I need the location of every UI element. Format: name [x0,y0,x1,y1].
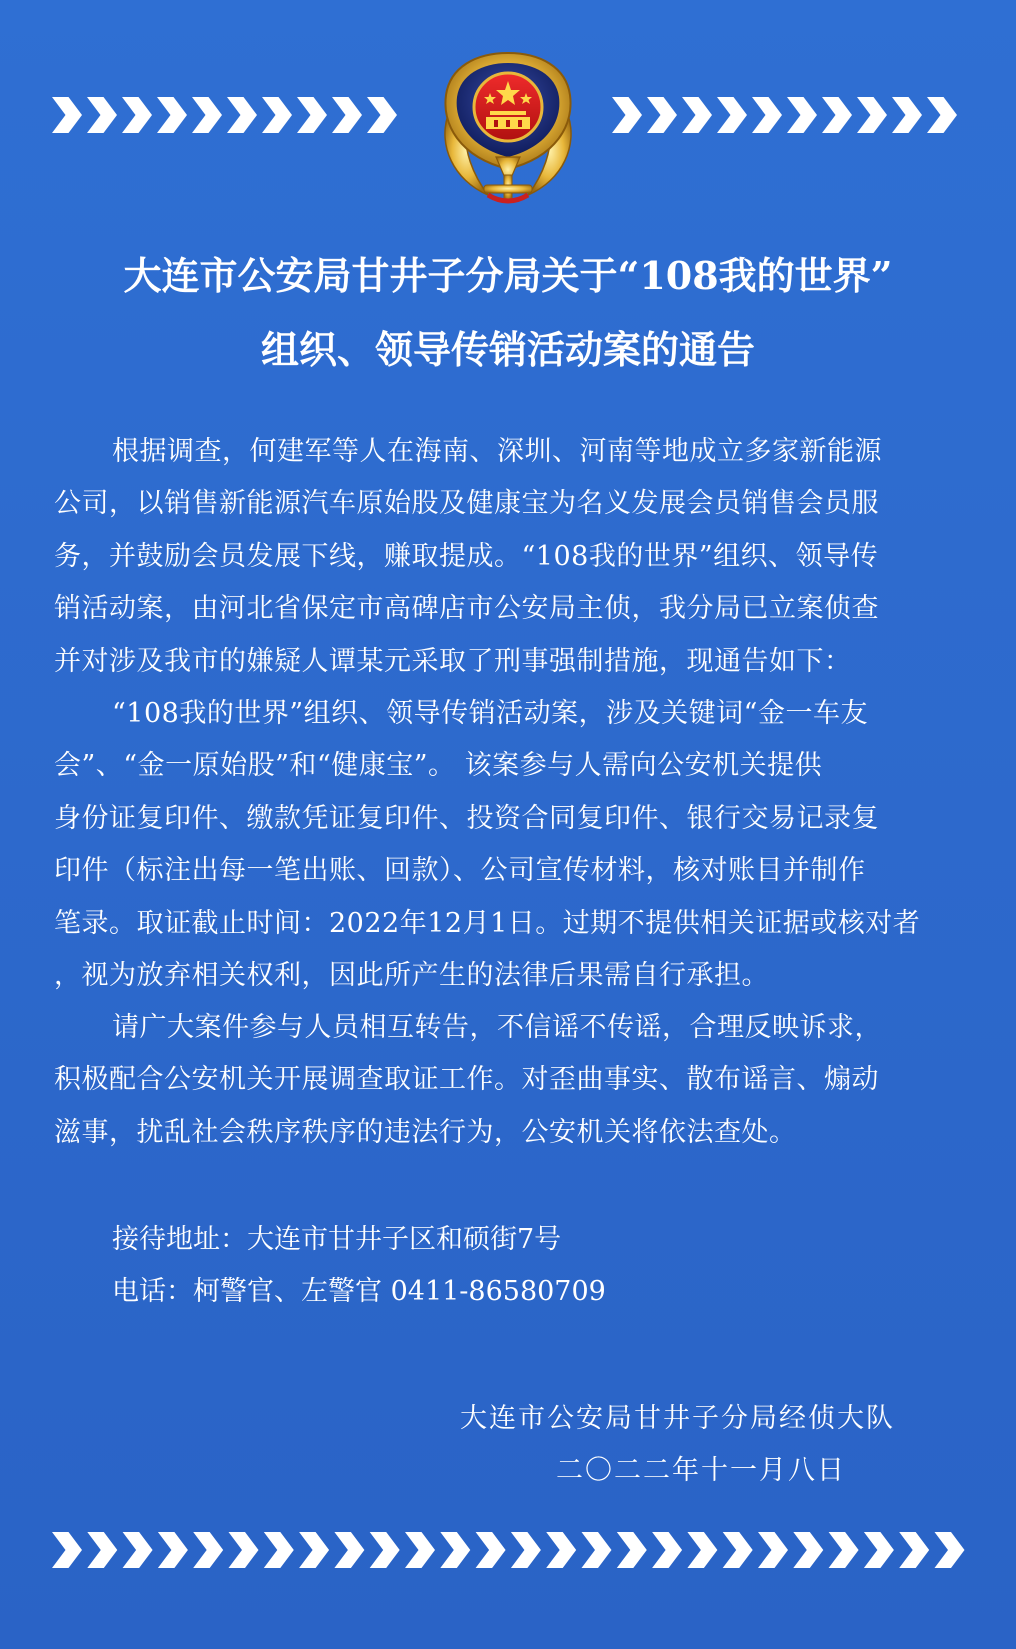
chevron-icon [546,1532,576,1568]
chevron-icon [299,1532,329,1568]
chevron-icon [122,97,152,133]
chevron-icon [723,1532,753,1568]
chevron-icon [262,97,292,133]
chevron-icon [158,1532,188,1568]
chevron-icon [87,97,117,133]
paragraph-2-line: 会”、“金一原始股”和“健康宝”。 该案参与人需向公安机关提供 [54,750,823,782]
chevron-icon [87,1532,117,1568]
chevron-icon [864,1532,894,1568]
chevron-icon [193,1532,223,1568]
bottom-chevron-arrows [52,1532,972,1568]
chevron-icon [787,97,817,133]
paragraph-1-line: 务，并鼓励会员发展下线，赚取提成。“108我的世界”组织、领导传 [54,540,879,572]
chevron-icon [123,1532,153,1568]
contact-phone: 电话：柯警官、左警官 0411-86580709 [112,1276,606,1307]
chevron-icon [822,97,852,133]
paragraph-1-line: 并对涉及我市的嫌疑人谭某元采取了刑事强制措施，现通告如下： [54,645,852,677]
paragraph-3-line: 积极配合公安机关开展调查取证工作。对歪曲事实、散布谣言、煽动 [54,1064,879,1096]
chevron-icon [758,1532,788,1568]
paragraph-1-line: 销活动案，由河北省保定市高碑店市公安局主侦，我分局已立案侦查 [54,593,879,625]
issue-date: 二〇二二年十一月八日 [556,1455,846,1486]
paragraph-2 [54,688,970,1002]
paragraph-1-line: 根据调查，何建军等人在海南、深圳、河南等地成立多家新能源 [112,436,882,467]
chevron-icon [927,97,957,133]
chevron-icon [440,1532,470,1568]
chevron-icon [264,1532,294,1568]
paragraph-3 [54,1002,970,1159]
paragraph-2-line: ，视为放弃相关权利，因此所产生的法律后果需自行承担。 [54,959,769,991]
chevron-icon [52,1532,82,1568]
chevron-icon [899,1532,929,1568]
chevron-icon [367,97,397,133]
chevron-icon [332,97,362,133]
issuing-department: 大连市公安局甘井子分局经侦大队 [460,1403,895,1434]
paragraph-3-line: 请广大案件参与人员相互转告，不信谣不传谣，合理反映诉求， [112,1012,882,1043]
chevron-icon [717,97,747,133]
police-emblem-icon [428,45,588,210]
chevron-icon [892,97,922,133]
paragraph-2-line: “108我的世界”组织、领导传销活动案，涉及关键词“金一车友 [112,698,868,729]
chevron-icon [652,1532,682,1568]
chevron-icon [612,97,642,133]
chevron-icon [935,1532,965,1568]
notice-title-line-1: 大连市公安局甘井子分局关于“108我的世界” [123,253,893,298]
chevron-icon [682,97,712,133]
paragraph-1 [54,426,970,688]
paragraph-3-line: 滋事，扰乱社会秩序秩序的违法行为，公安机关将依法查处。 [54,1116,797,1148]
chevron-icon [793,1532,823,1568]
chevron-icon [647,97,677,133]
paragraph-2-line: 印件（标注出每一笔出账、回款）、公司宣传材料，核对账目并制作 [54,855,866,887]
chevron-icon [617,1532,647,1568]
paragraph-2-line: 笔录。取证截止时间：2022年12月1日。过期不提供相关证据或核对者 [54,907,921,939]
chevron-icon [752,97,782,133]
chevron-icon [297,97,327,133]
chevron-icon [157,97,187,133]
chevron-icon [476,1532,506,1568]
chevron-icon [227,97,257,133]
chevron-icon [370,1532,400,1568]
chevron-icon [687,1532,717,1568]
paragraph-1-line: 公司，以销售新能源汽车原始股及健康宝为名义发展会员销售会员服 [54,488,879,520]
notice-title-line-2: 组织、领导传销活动案的通告 [260,327,755,372]
chevron-icon [857,97,887,133]
chevron-icon [511,1532,541,1568]
top-right-chevron-arrows [612,97,972,133]
chevron-icon [229,1532,259,1568]
paragraph-2-line: 身份证复印件、缴款凭证复印件、投资合同复印件、银行交易记录复 [54,802,879,834]
reception-address: 接待地址：大连市甘井子区和硕街7号 [112,1224,562,1255]
chevron-icon [334,1532,364,1568]
chevron-icon [582,1532,612,1568]
chevron-icon [52,97,82,133]
chevron-icon [405,1532,435,1568]
chevron-icon [192,97,222,133]
top-left-chevron-arrows [52,97,412,133]
chevron-icon [829,1532,859,1568]
